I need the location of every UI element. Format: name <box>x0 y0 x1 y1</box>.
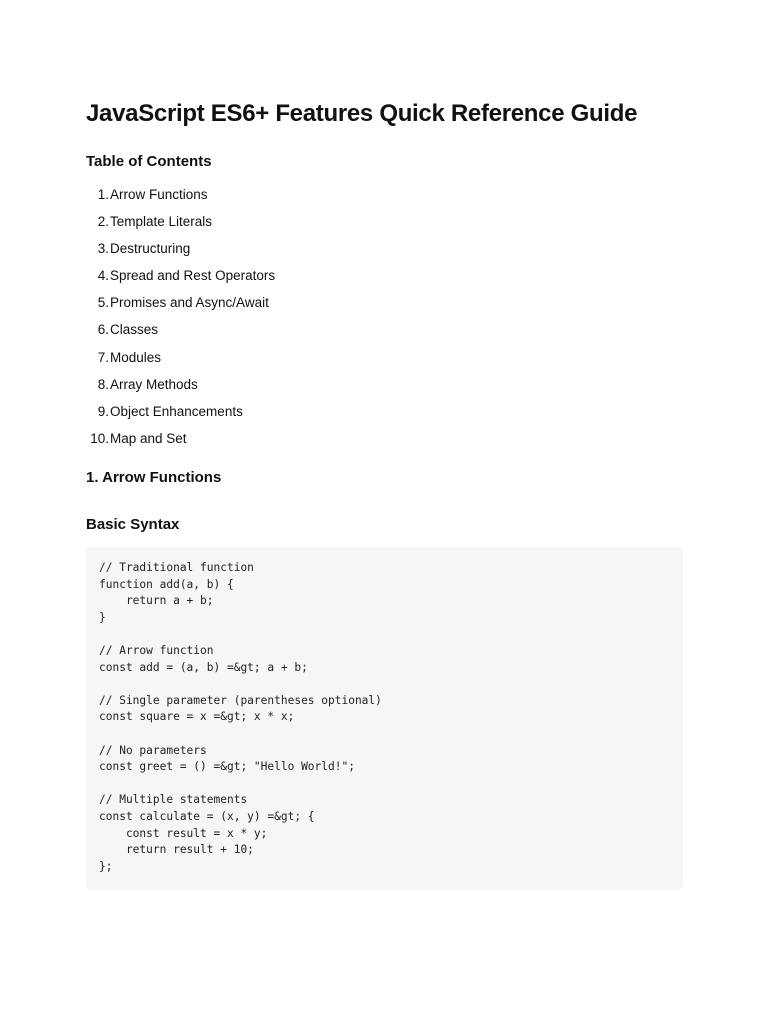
toc-item-label: Promises and Async/Await <box>110 295 269 311</box>
toc-item-number: 5. <box>97 295 109 311</box>
toc-item-number: 10. <box>90 430 109 446</box>
code-line: function add(a, b) { <box>99 577 234 591</box>
toc-item <box>86 425 275 452</box>
code-line: const add = (a, b) =&gt; a + b; <box>99 660 308 674</box>
toc-item <box>86 371 275 398</box>
toc-heading: Table of Contents <box>86 153 212 170</box>
table-of-contents <box>86 181 275 452</box>
toc-item-label: Template Literals <box>110 214 213 230</box>
toc-item-number: 9. <box>97 403 109 419</box>
toc-item-label: Array Methods <box>110 376 198 392</box>
toc-item <box>86 344 275 371</box>
toc-item-number: 2. <box>97 214 109 230</box>
toc-item <box>86 316 275 343</box>
code-line: } <box>99 610 106 624</box>
code-line: const result = x * y; <box>99 826 268 840</box>
section-heading: 1. Arrow Functions <box>86 469 222 486</box>
toc-item-number: 4. <box>97 268 109 284</box>
toc-item <box>86 208 275 235</box>
toc-item-label: Destructuring <box>110 241 191 257</box>
toc-item-label: Map and Set <box>110 430 187 446</box>
code-line: const greet = () =&gt; "Hello World!"; <box>99 760 355 774</box>
toc-item <box>86 262 275 289</box>
toc-item-label: Object Enhancements <box>110 403 243 419</box>
code-line: // Traditional function <box>99 561 254 574</box>
code-line <box>99 776 670 793</box>
toc-item <box>86 235 275 262</box>
toc-item-label: Spread and Rest Operators <box>110 268 276 284</box>
subsection-heading: Basic Syntax <box>86 516 180 533</box>
code-line: // No parameters <box>99 743 207 757</box>
code-line: // Multiple statements <box>99 793 248 807</box>
code-line: const calculate = (x, y) =&gt; { <box>99 809 315 823</box>
toc-item-number: 7. <box>97 349 109 365</box>
toc-item-label: Classes <box>110 322 159 338</box>
code-line <box>99 676 670 693</box>
toc-item-label: Modules <box>110 349 162 365</box>
code-line: }; <box>99 859 113 873</box>
toc-item <box>86 398 275 425</box>
code-line: return result + 10; <box>99 843 254 857</box>
toc-item <box>86 181 275 208</box>
code-line: // Arrow function <box>99 643 214 657</box>
code-line: // Single parameter (parentheses optional) <box>99 693 382 707</box>
code-line: return a + b; <box>99 594 214 608</box>
code-block <box>86 547 683 890</box>
toc-item-number: 1. <box>97 187 109 202</box>
toc-item-number: 3. <box>97 241 109 257</box>
toc-item-number: 6. <box>97 322 109 338</box>
code-line: const square = x =&gt; x * x; <box>99 710 295 724</box>
code-line <box>99 626 670 643</box>
page-title: JavaScript ES6+ Features Quick Reference Guide <box>86 100 638 127</box>
toc-item <box>86 289 275 316</box>
toc-item-number: 8. <box>97 376 109 392</box>
toc-item-label: Arrow Functions <box>110 187 208 202</box>
code-line <box>99 726 670 743</box>
